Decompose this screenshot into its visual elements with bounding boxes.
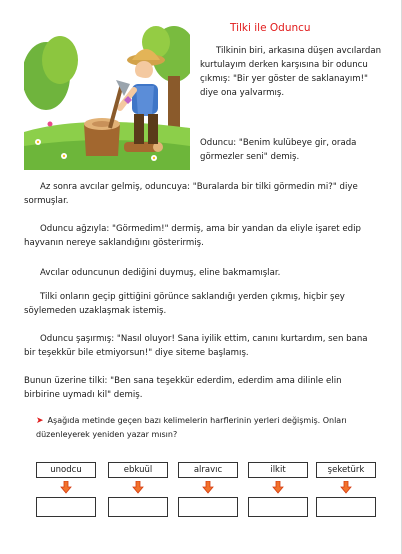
instruction-text: Aşağıda metinde geçen bazı kelimelerin harflerinin yerleri değişmiş. Onları düzenleyerek yeniden yazar mısın? — [36, 416, 347, 439]
paragraph-4: Oduncu ağzıyla: "Görmedim!" dermiş, ama bir yandan da eliyle işaret edip hayvanın nereye saklandığını gösterirmiş. — [24, 224, 361, 248]
exercise-instruction — [36, 414, 378, 441]
scrambled-word-3: alravıc — [178, 462, 238, 478]
answer-box-1[interactable] — [36, 497, 96, 517]
answer-box-5[interactable] — [316, 497, 376, 517]
paragraph-2: Oduncu: "Benim kulübeye gir, orada görmezler seni" demiş. — [200, 138, 357, 162]
down-arrow-icon — [272, 481, 284, 494]
story-title: Tilki ile Oduncu — [230, 22, 311, 34]
scrambled-word-5: şeketürk — [316, 462, 376, 478]
woodcutter-illustration — [24, 24, 190, 170]
down-arrow-icon — [202, 481, 214, 494]
paragraph-1: Tilkinin biri, arkasına düşen avcılardan kurtulayım derken karşısına bir oduncu çıkmış: "Bir yer göster de saklanayım!" diye ona yalvarmış. — [200, 46, 382, 98]
scrambled-word-2: ebkuül — [108, 462, 168, 478]
answer-box-3[interactable] — [178, 497, 238, 517]
answer-box-4[interactable] — [248, 497, 308, 517]
paragraph-7: Oduncu şaşırmış: "Nasıl oluyor! Sana iyilik ettim, canını kurtardım, sen bana bir teşekkür bile etmiyorsun!" diye siteme başlamış. — [24, 334, 368, 358]
paragraph-3: Az sonra avcılar gelmiş, oduncuya: "Buralarda bir tilki görmedin mi?" diye sormuşlar. — [24, 182, 358, 206]
answer-box-2[interactable] — [108, 497, 168, 517]
paragraph-6: Tilki onların geçip gittiğini görünce saklandığı yerden çıkmış, hiçbir şey söylemeden uzaklaşmak istemiş. — [24, 292, 345, 316]
scrambled-word-4: ilkit — [248, 462, 308, 478]
paragraph-5: Avcılar oduncunun dediğini duymuş, eline bakmamışlar. — [40, 268, 281, 278]
bullet-arrow-icon: ➤ — [36, 416, 44, 426]
down-arrow-icon — [60, 481, 72, 494]
down-arrow-icon — [132, 481, 144, 494]
scrambled-word-1: unodcu — [36, 462, 96, 478]
down-arrow-icon — [340, 481, 352, 494]
paragraph-8: Bunun üzerine tilki: "Ben sana teşekkür ederdim, ederdim ama dilinle elin birbirine uymadı kil" demiş. — [24, 376, 342, 400]
